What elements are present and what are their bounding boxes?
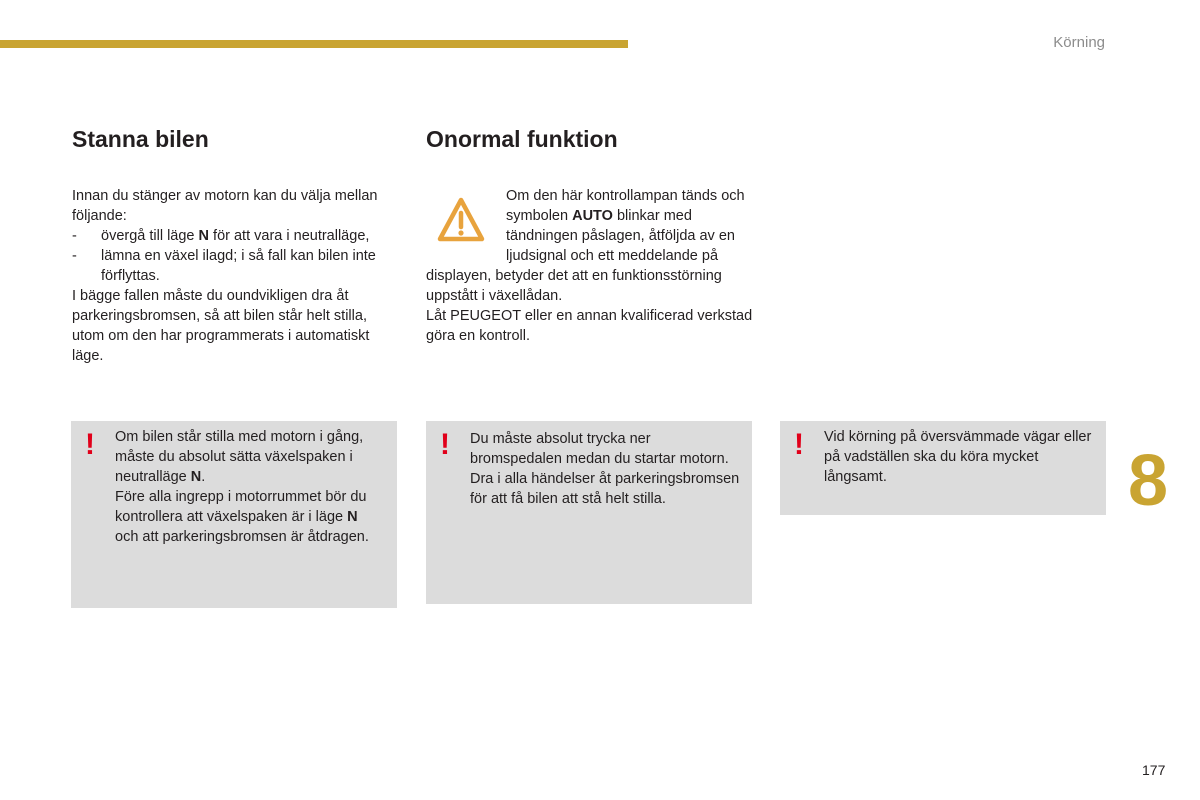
page-number: 177: [1142, 762, 1166, 778]
note-text-part: Före alla ingrepp i motorrummet bör du kontrollera att växelspaken är i läge: [115, 489, 367, 525]
note-paragraph: Vid körning på översvämmade vägar eller på vadställen ska du köra mycket långsamt.: [824, 429, 1092, 485]
note-box-flooded-roads: [780, 421, 1106, 515]
note-text-part: och att parkeringsbromsen är åtdragen.: [115, 529, 369, 545]
malfunction-text-part: blinkar med tändningen påslagen, åtföljda av en ljudsignal och ett meddelande på displayen, betyder det att en funktionsstörning uppstått i växellådan.: [426, 208, 735, 304]
gear-n-label: N: [190, 469, 202, 485]
header-accent-bar: [0, 40, 628, 48]
section-label: Körning: [1053, 34, 1105, 51]
note-text: [470, 429, 740, 509]
note-paragraph: [115, 427, 385, 487]
note-text-part: .: [201, 469, 206, 485]
note-paragraph: Du måste absolut trycka ner bromspedalen medan du startar motorn.: [470, 431, 729, 467]
note-paragraph: [115, 487, 385, 547]
heading-stanna-bilen: Stanna bilen: [72, 126, 209, 152]
list-item-text: för att vara i neutralläge,: [209, 228, 370, 244]
malfunction-advice: Låt PEUGEOT eller en annan kvalificerad verkstad göra en kontroll.: [426, 308, 753, 344]
stop-car-text: [72, 186, 402, 366]
icon-spacer: [426, 186, 506, 266]
note-text-part: Om bilen står stilla med motorn i gång, måste du absolut sätta växelspaken i neutralläge: [115, 429, 364, 485]
exclamation-icon: !: [440, 428, 450, 461]
stop-car-closing: I bägge fallen måste du oundvikligen dra åt parkeringsbromsen, så att bilen står helt stilla, utom om den har programmerats i automatiskt läge.: [72, 288, 370, 364]
heading-onormal-funktion: Onormal funktion: [426, 126, 618, 152]
note-text: [115, 427, 385, 547]
list-dash: -: [72, 248, 77, 264]
list-item-text: lämna en växel ilagd; i så fall kan bilen inte förflyttas.: [101, 248, 376, 284]
exclamation-icon: !: [85, 428, 95, 461]
chapter-number: 8: [1128, 441, 1169, 521]
auto-symbol-label: AUTO: [572, 208, 613, 224]
note-paragraph: Dra i alla händelser åt parkeringsbromsen för att få bilen att stå helt stilla.: [470, 471, 740, 507]
list-dash: -: [72, 228, 77, 244]
list-item-text: övergå till läge: [101, 228, 199, 244]
stop-car-intro: Innan du stänger av motorn kan du välja mellan följande:: [72, 188, 378, 224]
gear-n-label: N: [198, 228, 210, 244]
gear-n-label: N: [347, 509, 358, 525]
malfunction-text-part: Om den här kontrollampan tänds och symbolen: [506, 188, 745, 224]
list-item: [72, 226, 402, 246]
malfunction-text: [426, 186, 756, 346]
exclamation-icon: !: [794, 428, 804, 461]
note-box-neutral: [71, 421, 397, 608]
list-item: [72, 246, 402, 286]
note-text: [824, 427, 1094, 487]
note-box-brake: [426, 421, 752, 604]
